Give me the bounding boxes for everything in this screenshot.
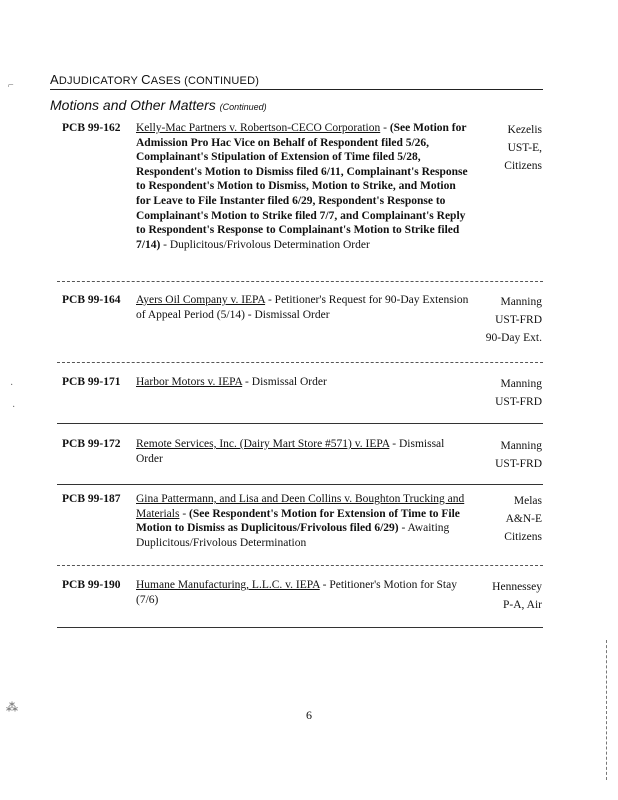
case-category: A&N-E — [505, 513, 542, 525]
case-status: Petitioner's Request for 90-Day Extension of Appeal Period (5/14) - Dismissal Order — [136, 294, 469, 321]
header-rest-a: DJUDICATORY — [58, 75, 142, 87]
case-divider — [57, 627, 543, 628]
case-title[interactable]: Ayers Oil Company v. IEPA — [136, 294, 266, 306]
scan-speck-icon: ⁂ — [6, 700, 18, 714]
section-header — [50, 72, 259, 87]
case-assignment — [470, 492, 542, 546]
case-type: Citizens — [504, 160, 542, 172]
header-cap-b: C — [141, 72, 151, 87]
scan-mark-icon: ⌐ — [8, 80, 14, 91]
case-number: PCB 99-164 — [62, 294, 121, 306]
case-number: PCB 99-171 — [62, 376, 121, 388]
case-title[interactable]: Humane Manufacturing, L.L.C. v. IEPA — [136, 579, 320, 591]
case-board-member: Melas — [513, 495, 542, 507]
case-type: 90-Day Ext. — [485, 332, 542, 344]
scan-edge-line — [606, 640, 607, 780]
case-description — [136, 375, 471, 390]
case-category: UST-FRD — [495, 458, 542, 470]
header-rest-b: ASES — [150, 75, 185, 87]
case-description — [136, 437, 471, 466]
case-divider — [57, 423, 543, 424]
case-description — [136, 293, 471, 322]
case-board-member: Kezelis — [507, 124, 542, 136]
case-description — [136, 492, 471, 550]
case-board-member: Manning — [500, 378, 542, 390]
case-title[interactable]: Harbor Motors v. IEPA — [136, 376, 243, 388]
case-assignment — [470, 437, 542, 473]
case-assignment — [470, 375, 542, 411]
case-separator: - — [242, 376, 252, 388]
case-description — [136, 121, 471, 252]
case-status: - Duplicitous/Frivolous Determination Order — [160, 238, 370, 251]
subheader-text: Motions and Other Matters — [50, 97, 220, 113]
case-category: P-A, Air — [503, 599, 542, 611]
case-assignment — [470, 293, 542, 347]
page-number: 6 — [306, 708, 312, 722]
case-separator: - — [380, 122, 390, 134]
case-title[interactable]: Gina Pattermann, and Lisa and Deen Collins v. Boughton Trucking and Materials — [136, 493, 465, 520]
section-subheader — [50, 97, 267, 113]
case-category: UST-FRD — [495, 314, 542, 326]
case-title[interactable]: Kelly-Mac Partners v. Robertson-CECO Corporation — [136, 122, 381, 134]
case-status: Dismissal Order — [136, 438, 445, 465]
case-status: Dismissal Order — [251, 376, 327, 388]
case-divider — [57, 565, 543, 566]
case-assignment — [470, 578, 542, 614]
case-motions: (See Motion for Admission Pro Hac Vice on Behalf of Respondent filed 5/26, Complainant's Stipulation of Extension of Time filed 5/28, Respondent's Motion to Dismiss filed 6/11, Complainant's Response to Respondent's Motion to Dismiss, Motion to Strike, and Motion for Leave to File Instanter filed 6/29, Respondent's Response to Complainant's Motion to Strike filed 7/7, and Complainant's Reply to Respondent's Response to Complainant's Motion to Strike filed 7/14) — [136, 122, 468, 251]
case-board-member: Hennessey — [492, 581, 542, 593]
case-category: UST-E, — [507, 142, 542, 154]
case-board-member: Manning — [500, 440, 542, 452]
case-number: PCB 99-172 — [62, 438, 121, 450]
subheader-continued: (Continued) — [219, 102, 267, 112]
scan-dot-icon: · — [10, 380, 14, 391]
case-separator: - — [389, 438, 399, 450]
case-status: - Awaiting Duplicitous/Frivolous Determination — [136, 522, 450, 549]
case-motions: (See Respondent's Motion for Extension of Time to File Motion to Dismiss as Duplicitous/Frivolous filed 6/29) — [136, 507, 460, 535]
case-number: PCB 99-162 — [62, 122, 121, 134]
header-continued: (CONTINUED) — [184, 75, 260, 87]
case-divider — [57, 484, 543, 485]
case-status: Petitioner's Motion for Stay (7/6) — [136, 579, 457, 606]
case-divider — [57, 281, 543, 282]
header-rule — [50, 89, 543, 90]
scan-dot-icon: · — [12, 402, 16, 413]
case-description — [136, 578, 471, 607]
case-number: PCB 99-190 — [62, 579, 121, 591]
case-board-member: Manning — [500, 296, 542, 308]
case-type: Citizens — [504, 531, 542, 543]
case-separator: - — [179, 507, 190, 520]
case-divider — [57, 362, 543, 363]
header-cap-a: A — [50, 72, 59, 87]
case-assignment — [470, 121, 542, 175]
case-category: UST-FRD — [495, 396, 542, 408]
case-separator: - — [319, 579, 330, 591]
case-title[interactable]: Remote Services, Inc. (Dairy Mart Store #571) v. IEPA — [136, 438, 390, 450]
case-separator: - — [265, 294, 275, 306]
case-number: PCB 99-187 — [62, 493, 121, 505]
